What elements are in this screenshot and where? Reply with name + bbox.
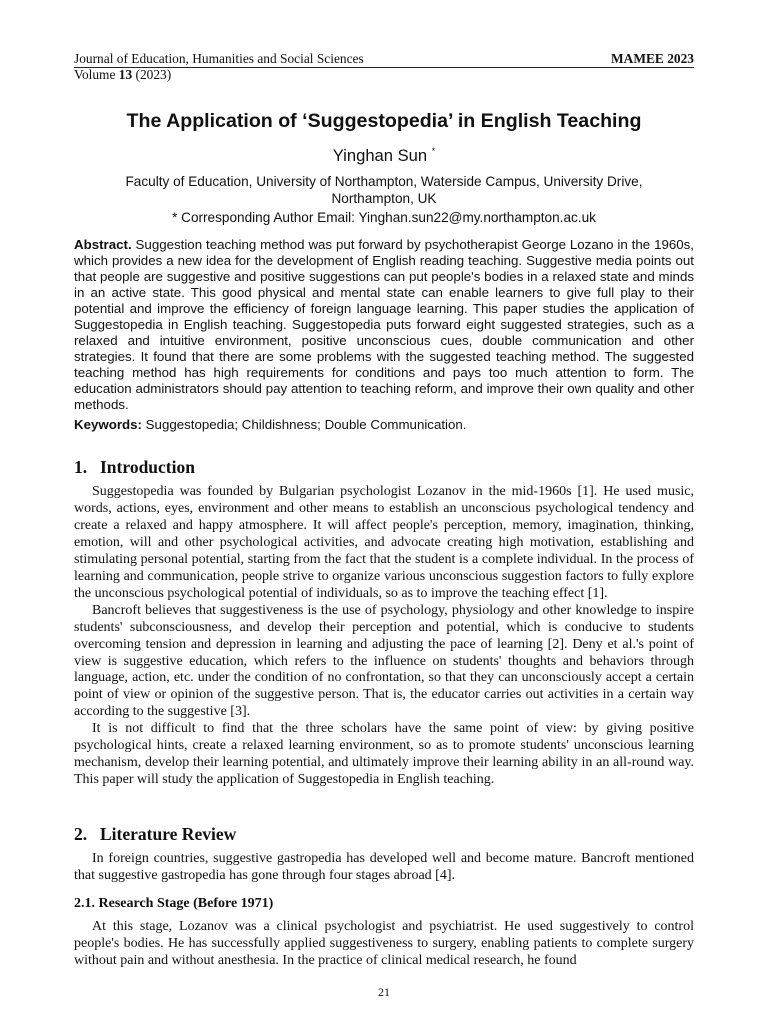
research-stage-body — [74, 919, 694, 970]
keywords-label: Keywords: — [74, 417, 142, 432]
header-rule — [74, 67, 694, 68]
volume-number: 13 — [118, 67, 133, 82]
keywords — [74, 417, 694, 432]
conference-name: MAMEE 2023 — [611, 51, 694, 66]
author-line — [74, 146, 694, 166]
paragraph: Bancroft believes that suggestiveness is the use of psychology, physiology and other knowledge to inspire students' subconsciousness, and develop their perception and potential, which is conducive to students overcoming tension and depression in learning and adjusting the pace of learning [2]. Deny et al.'s point of view is suggestive education, which refers to the influence on students' thoughts and behaviors through language, action, etc. under the condition of no confrontation, so that they can unconsciously accept a certain point of view or opinion of the suggestive person. That is, the educator carries out activities in a certain way according to the suggestive [3]. — [74, 602, 694, 720]
abstract-label: Abstract. — [74, 237, 132, 252]
keywords-text: Suggestopedia; Childishness; Double Communication. — [141, 417, 467, 432]
abstract-text: Suggestion teaching method was put forward by psychotherapist George Lozano in the 1960s, which provides a new idea for the development of English reading teaching. Suggestive media points out that people are suggestive and positive suggestions can put people's bodies in a relaxed state and minds in an active state. This good physical and mental state can enable learners to give full play to their potential and improve the efficiency of foreign language learning. This paper studies the application of Suggestopedia in English teaching. Suggestopedia puts forward eight suggested strategies, such as a relaxed and intuitive environment, positive unconscious cues, double communication and other strategies. It found that there are some problems with the suggested teaching method. The suggested teaching method has high requirements for conditions and pays too much attention to form. The education administrators should pay attention to teaching reform, and improve their own quality and other methods. — [74, 237, 694, 412]
subsection-heading-research-stage: 2.1. Research Stage (Before 1971) — [74, 896, 274, 911]
volume-line: Volume 13 (2023) — [74, 67, 172, 82]
introduction-body — [74, 484, 694, 789]
author-name: Yinghan Sun — [332, 146, 428, 165]
journal-name: Journal of Education, Humanities and Social Sciences — [74, 51, 364, 66]
paragraph: Suggestopedia was founded by Bulgarian psychologist Lozanov in the mid-1960s [1]. He used music, words, actions, eyes, environment and other means to establish an unconscious psychological tendency and create a relaxed and happy atmosphere. It will affect people's perception, memory, imagination, thinking, emotion, will and other psychological activities, and advocate creating high motivation, establishing and stimulating personal potential, starting from the fact that the student is a complete individual. In the process of learning and communication, people strive to organize various unconscious suggestion factors to fully explore the unconscious psychological potential of individuals, so as to improve the teaching effect [1]. — [74, 484, 694, 601]
author-mark: * — [431, 146, 436, 156]
paragraph: In foreign countries, suggestive gastropedia has developed well and become mature. Bancroft mentioned that suggestive gastropedia has gone through four stages abroad [4]. — [74, 851, 694, 883]
affiliation: Faculty of Education, University of Northampton, Waterside Campus, University Drive, Northampton, UK — [125, 174, 643, 206]
literature-review-body — [74, 851, 694, 885]
paragraph: At this stage, Lozanov was a clinical psychologist and psychiatrist. He used suggestively to control people's bodies. He has successfully applied suggestiveness to surgery, enabling patients to complete surgery without pain and without anesthesia. In the practice of clinical medical research, he found — [74, 919, 694, 968]
paper-title: The Application of ‘Suggestopedia’ in English Teaching — [126, 110, 642, 132]
abstract — [74, 237, 694, 412]
paragraph: It is not difficult to find that the three scholars have the same point of view: by giving positive psychological hints, create a relaxed learning environment, so as to promote students' unconscious learning mechanism, develop their learning potential, and ultimately improve their learning ability in an all-round way. This paper will study the application of Suggestopedia in English teaching. — [74, 721, 694, 788]
page-number: 21 — [378, 985, 390, 999]
section-heading-literature-review: 2. Literature Review — [74, 824, 237, 844]
corresponding-email: * Corresponding Author Email: Yinghan.sun22@my.northampton.ac.uk — [172, 210, 596, 225]
section-heading-introduction: 1. Introduction — [74, 457, 195, 477]
